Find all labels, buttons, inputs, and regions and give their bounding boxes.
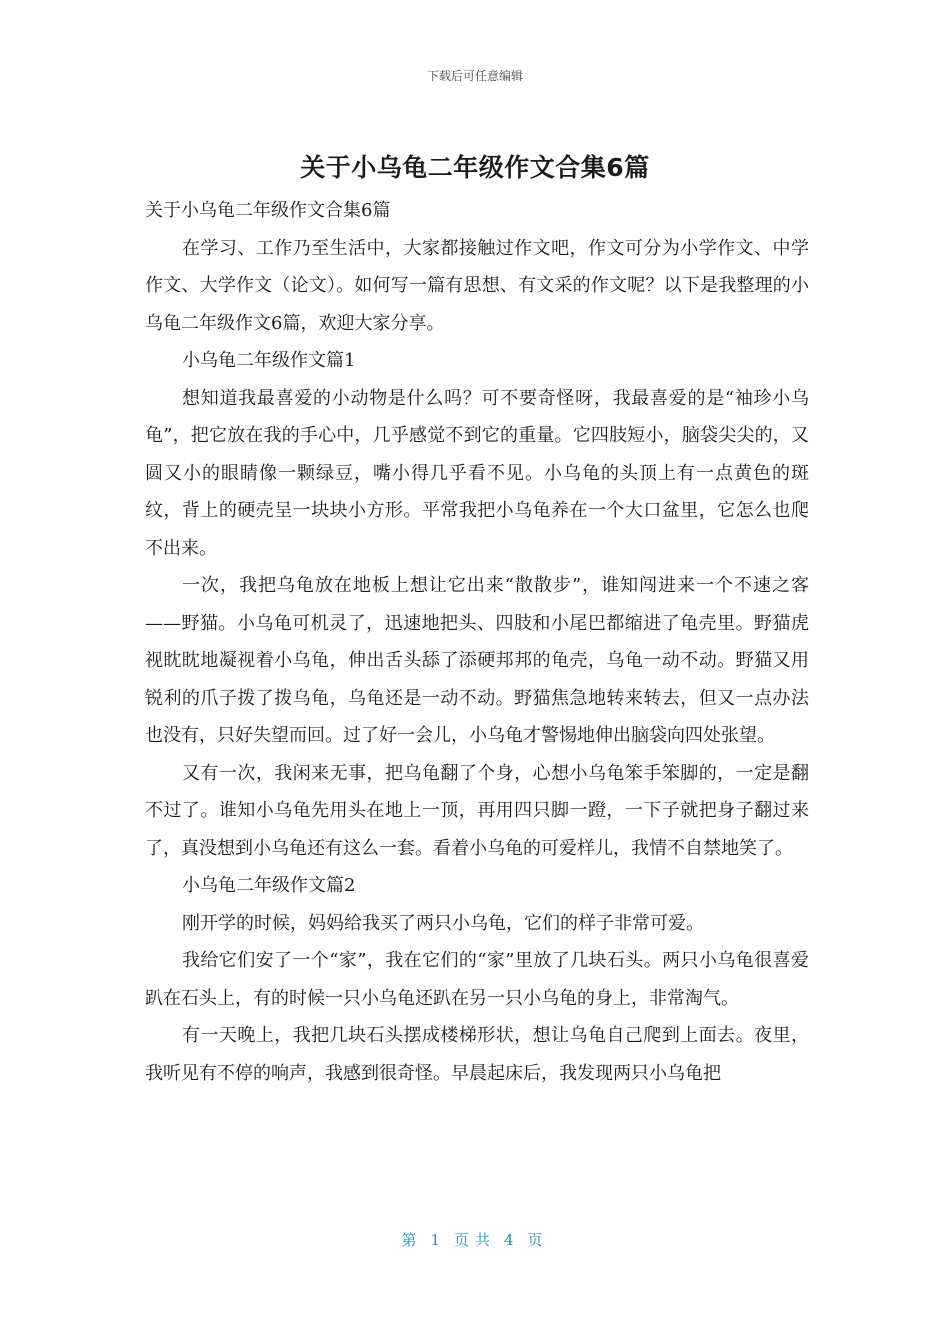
paragraph-subtitle: 关于小乌龟二年级作文合集6篇 <box>145 200 391 221</box>
paragraph: 我给它们安了一个“家”，我在它们的“家”里放了几块石头。两只小乌龟很喜爱趴在石头上，有的时候一只小乌龟还趴在另一只小乌龟的身上，非常淘气。 <box>145 950 809 1009</box>
section-heading-1: 小乌龟二年级作文篇1 <box>182 350 356 371</box>
document-body <box>145 192 809 1092</box>
header-note: 下载后可任意编辑 <box>426 69 523 83</box>
paragraph: 又有一次，我闲来无事，把乌龟翻了个身，心想小乌龟笨手笨脚的，一定是翻不过了。谁知小乌龟先用头在地上一顶，再用四只脚一蹬，一下子就把身子翻过来了，真没想到小乌龟还有这么一套。看着小乌龟的可爱样儿，我情不自禁地笑了。 <box>145 762 809 859</box>
page-number: 1 <box>430 1231 446 1249</box>
page-footer <box>0 1229 950 1250</box>
footer-prefix: 第 <box>401 1231 423 1249</box>
paragraph: 刚开学的时候，妈妈给我买了两只小乌龟，它们的样子非常可爱。 <box>182 912 704 934</box>
paragraph-intro: 在学习、工作乃至生活中，大家都接触过作文吧，作文可分为小学作文、中学作文、大学作文（论文）。如何写一篇有思想、有文采的作文呢？以下是我整理的小乌龟二年级作文6篇，欢迎大家分享。 <box>145 237 809 334</box>
paragraph: 一次，我把乌龟放在地板上想让它出来“散散步”，谁知闯进来一个不速之客——野猫。小乌龟可机灵了，迅速地把头、四肢和小尾巴都缩进了龟壳里。野猫虎视眈眈地凝视着小乌龟，伸出舌头舔了添硬邦邦的龟壳，乌龟一动不动。野猫又用锐利的爪子拨了拨乌龟，乌龟还是一动不动。野猫焦急地转来转去，但又一点办法也没有，只好失望而回。过了好一会儿，小乌龟才警惕地伸出脑袋向四处张望。 <box>145 575 809 746</box>
footer-mid: 页共 <box>453 1231 496 1249</box>
footer-suffix: 页 <box>527 1231 549 1249</box>
paragraph: 有一天晚上，我把几块石头摆成楼梯形状，想让乌龟自己爬到上面去。夜里，我听见有不停的响声，我感到很奇怪。早晨起床后，我发现两只小乌龟把 <box>145 1025 809 1084</box>
total-pages: 4 <box>504 1231 520 1249</box>
section-heading-2: 小乌龟二年级作文篇2 <box>182 875 356 896</box>
document-title: 关于小乌龟二年级作文合集6篇 <box>300 153 650 182</box>
paragraph: 想知道我最喜爱的小动物是什么吗？可不要奇怪呀，我最喜爱的是“袖珍小乌龟”，把它放在我的手心中，几乎感觉不到它的重量。它四肢短小，脑袋尖尖的，又圆又小的眼睛像一颗绿豆，嘴小得几乎看不见。小乌龟的头顶上有一点黄色的斑纹，背上的硬壳呈一块块小方形。平常我把小乌龟养在一个大口盆里，它怎么也爬不出来。 <box>145 387 809 559</box>
